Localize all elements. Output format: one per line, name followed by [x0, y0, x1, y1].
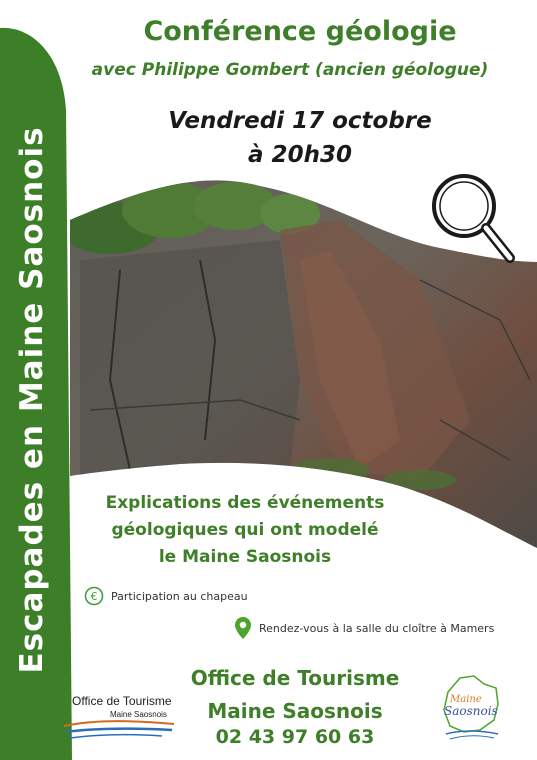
- euro-coin-icon: [84, 586, 104, 606]
- event-date-line2: à 20h30: [248, 142, 352, 168]
- svg-text:€: €: [90, 590, 98, 603]
- logo-ot-line1: Office de Tourisme: [72, 694, 172, 708]
- poster-title: Conférence géologie: [143, 16, 457, 47]
- office-tourisme-logo: [62, 686, 180, 744]
- logo-ms-text: Saosnois: [444, 704, 498, 718]
- description-line1: Explications des événements: [105, 493, 385, 513]
- maine-saosnois-logo: [440, 674, 502, 744]
- logo-ms-prefix: Maine: [450, 694, 482, 705]
- phone-number: 02 43 97 60 63: [215, 726, 375, 748]
- office-name-line2: Maine Saosnois: [207, 699, 383, 723]
- office-name-line1: Office de Tourisme: [190, 666, 400, 690]
- meeting-point-text: Rendez-vous à la salle du cloître à Mamers: [259, 621, 495, 635]
- logo-ot-line2: Maine Saosnois: [110, 710, 167, 719]
- poster-subtitle: avec Philippe Gombert (ancien géologue): [91, 60, 489, 80]
- participation-text: Participation au chapeau: [111, 589, 248, 603]
- meeting-point-row: [234, 616, 494, 640]
- magnifying-glass-icon: [428, 170, 520, 270]
- side-banner-text: Escapades en Maine Saosnois: [14, 126, 50, 674]
- event-date: [80, 104, 520, 172]
- event-date-line1: Vendredi 17 octobre: [168, 108, 432, 134]
- description-line3: le Maine Saosnois: [158, 547, 332, 567]
- description: [70, 490, 420, 571]
- office-name: [150, 662, 440, 728]
- description-line2: géologiques qui ont modelé: [111, 520, 379, 540]
- participation-row: [84, 586, 248, 606]
- location-pin-icon: [234, 616, 252, 640]
